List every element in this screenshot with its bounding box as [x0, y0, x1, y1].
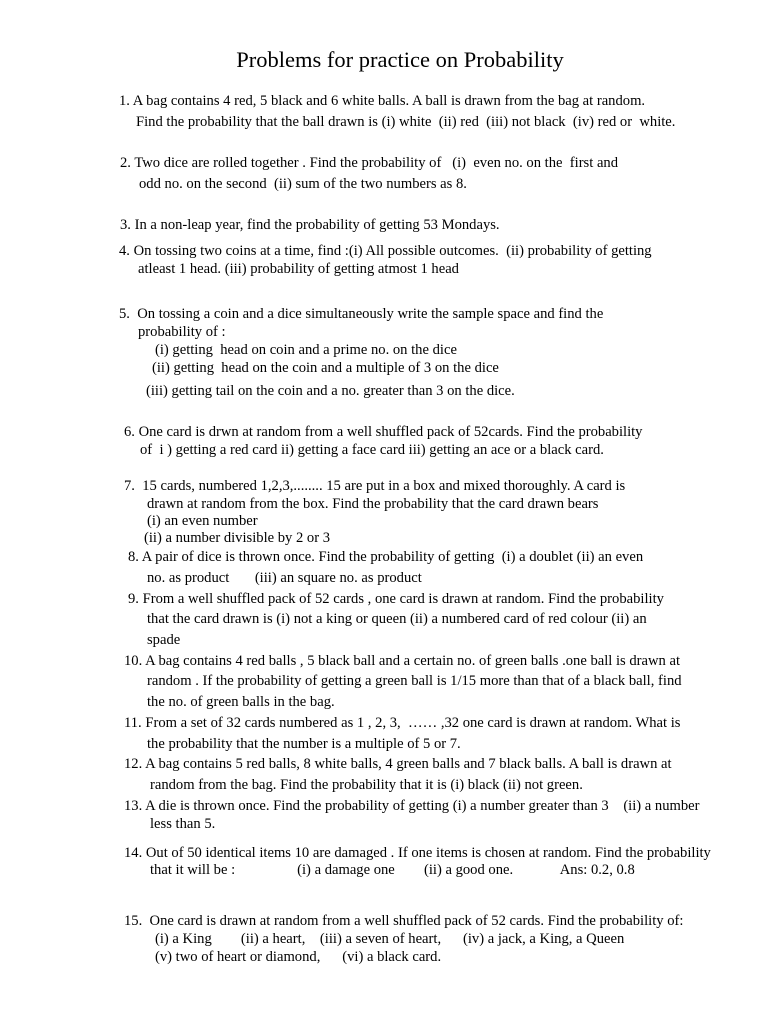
problem-line: 2. Two dice are rolled together . Find the probability of (i) even no. on the first and	[120, 155, 619, 171]
problem-line: less than 5.	[150, 816, 216, 832]
problem-line: that the card drawn is (i) not a king or queen (ii) a numbered card of red colour (ii) an	[147, 611, 647, 627]
problem-line: 12. A bag contains 5 red balls, 8 white balls, 4 green balls and 7 black balls. A ball is drawn at	[124, 756, 672, 772]
problem-line: odd no. on the second (ii) sum of the two numbers as 8.	[139, 176, 467, 192]
problem-line: that it will be : (i) a damage one (ii) a good one. Ans: 0.2, 0.8	[150, 862, 635, 878]
problem-line: 13. A die is thrown once. Find the probability of getting (i) a number greater than 3 (ii) a number	[124, 798, 700, 814]
problem-line: 5. On tossing a coin and a dice simultaneously write the sample space and find the	[119, 306, 604, 322]
problem-line: random . If the probability of getting a green ball is 1/15 more than that of a black ball, find	[147, 673, 682, 689]
problem-line: (ii) getting head on the coin and a multiple of 3 on the dice	[152, 360, 499, 376]
problem-line: 6. One card is drwn at random from a well shuffled pack of 52cards. Find the probability	[124, 424, 643, 440]
problem-line: (i) a King (ii) a heart, (iii) a seven of heart, (iv) a jack, a King, a Queen	[155, 931, 625, 947]
problem-line: 7. 15 cards, numbered 1,2,3,........ 15 are put in a box and mixed thoroughly. A card is	[124, 478, 626, 494]
problem-line: 14. Out of 50 identical items 10 are damaged . If one items is chosen at random. Find the probability	[124, 845, 711, 861]
problem-line: the no. of green balls in the bag.	[147, 694, 335, 710]
page-title: Problems for practice on Probability	[236, 47, 564, 72]
problem-line: Find the probability that the ball drawn is (i) white (ii) red (iii) not black (iv) red or white.	[136, 114, 676, 130]
problem-line: (i) an even number	[147, 513, 258, 529]
problem-line: (v) two of heart or diamond, (vi) a black card.	[155, 949, 442, 965]
problem-line: the probability that the number is a multiple of 5 or 7.	[147, 736, 461, 752]
problem-line: 11. From a set of 32 cards numbered as 1 , 2, 3, …… ,32 one card is drawn at random. What is	[124, 715, 681, 731]
problem-line: spade	[147, 632, 181, 648]
problem-line: 3. In a non-leap year, find the probability of getting 53 Mondays.	[120, 217, 500, 233]
problem-line: of i ) getting a red card ii) getting a face card iii) getting an ace or a black card.	[140, 442, 604, 458]
problem-line: (ii) a number divisible by 2 or 3	[144, 530, 331, 546]
problem-line: 10. A bag contains 4 red balls , 5 black ball and a certain no. of green balls .one ball is drawn at	[124, 653, 681, 669]
problem-line: 4. On tossing two coins at a time, find :(i) All possible outcomes. (ii) probability of getting	[119, 243, 652, 259]
problem-line: 9. From a well shuffled pack of 52 cards , one card is drawn at random. Find the probability	[128, 591, 664, 607]
problem-line: 15. One card is drawn at random from a well shuffled pack of 52 cards. Find the probability of:	[124, 913, 684, 929]
problem-line: (i) getting head on coin and a prime no. on the dice	[155, 342, 457, 358]
problem-line: random from the bag. Find the probability that it is (i) black (ii) not green.	[150, 777, 583, 793]
problem-line: probability of :	[138, 324, 226, 340]
problem-line: no. as product (iii) an square no. as product	[147, 570, 422, 586]
problem-line: 1. A bag contains 4 red, 5 black and 6 white balls. A ball is drawn from the bag at random.	[119, 93, 646, 109]
problem-line: (iii) getting tail on the coin and a no. greater than 3 on the dice.	[146, 383, 515, 399]
problem-line: 8. A pair of dice is thrown once. Find the probability of getting (i) a doublet (ii) an even	[128, 549, 644, 565]
problem-line: atleast 1 head. (iii) probability of getting atmost 1 head	[138, 261, 459, 277]
problem-line: drawn at random from the box. Find the probability that the card drawn bears	[147, 496, 599, 512]
